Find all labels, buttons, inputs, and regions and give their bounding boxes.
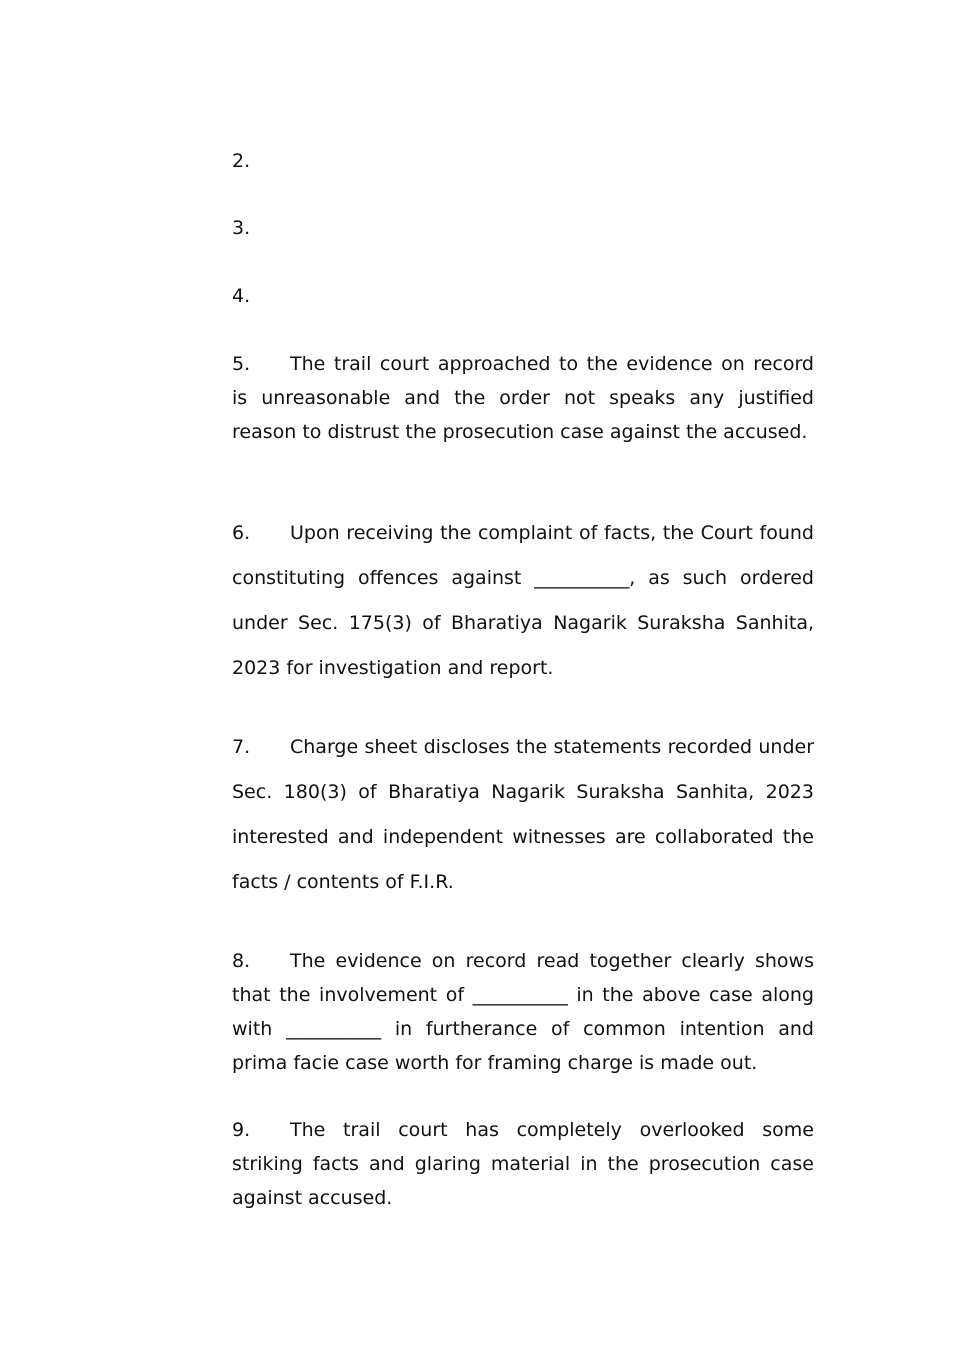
paragraph-6 <box>232 511 814 691</box>
paragraph-number: 9. <box>232 1119 251 1141</box>
paragraph-text: The trail court approached to the evidence on record is unreasonable and the order not speaks any justified reason to distrust the prosecution case against the accused. <box>232 353 814 443</box>
paragraph-text: The trail court has completely overlooked some striking facts and glaring material in the prosecution case against accused. <box>232 1119 814 1209</box>
paragraph-2 <box>232 144 814 178</box>
paragraph-3 <box>232 211 814 245</box>
paragraph-number: 5. <box>232 353 251 375</box>
paragraph-number: 3. <box>232 217 251 239</box>
paragraph-text: Charge sheet discloses the statements recorded under Sec. 180(3) of Bharatiya Nagarik Suraksha Sanhita, 2023 interested and independent witnesses are collaborated the facts / contents of F.I.R. <box>232 736 814 893</box>
paragraph-9 <box>232 1113 814 1215</box>
paragraph-4 <box>232 279 814 313</box>
paragraph-number: 6. <box>232 522 251 544</box>
paragraph-text: The evidence on record read together clearly shows that the involvement of __________ in the above case along with __________ in furtherance of common intention and prima facie case worth for framing charge is made out. <box>232 950 814 1074</box>
paragraph-7 <box>232 725 814 905</box>
paragraph-number: 4. <box>232 285 251 307</box>
paragraph-8 <box>232 944 814 1080</box>
paragraph-number: 8. <box>232 950 251 972</box>
paragraph-5 <box>232 347 814 449</box>
paragraph-number: 7. <box>232 736 251 758</box>
paragraph-number: 2. <box>232 150 251 172</box>
paragraph-text: Upon receiving the complaint of facts, the Court found constituting offences against __________, as such ordered under Sec. 175(3) of Bharatiya Nagarik Suraksha Sanhita, 2023 for investigation and report. <box>232 522 814 679</box>
